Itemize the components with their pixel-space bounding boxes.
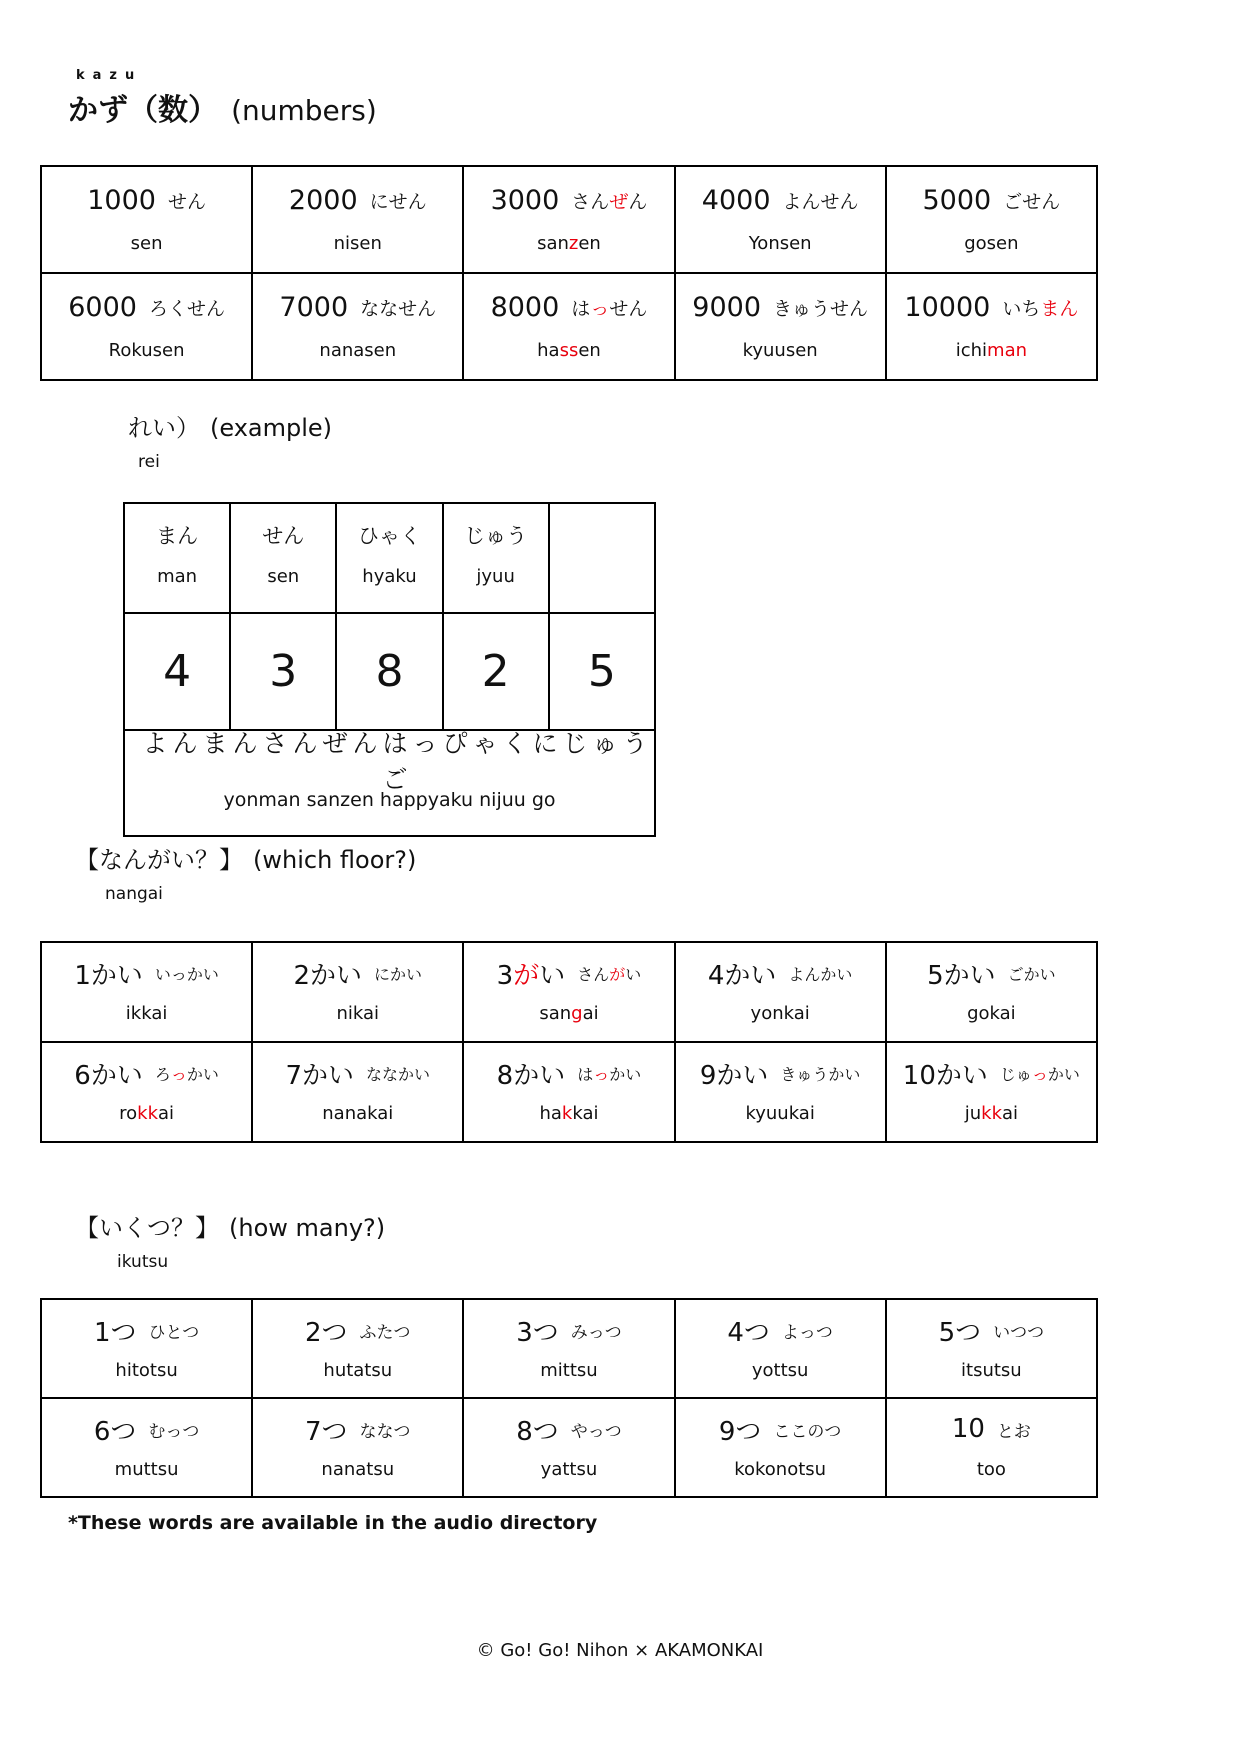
place-value-romaji: man <box>157 566 198 587</box>
floor-text: 7かい <box>285 1060 355 1091</box>
counter-text: 8つ <box>516 1416 559 1447</box>
kana-reading: よんかい <box>788 964 853 984</box>
reading-japanese: よんまんさんぜんはっぴゃくにじゅうご <box>142 729 653 794</box>
digit-cell: 2 <box>443 613 549 730</box>
romaji-reading: ro kk ai <box>119 1103 175 1124</box>
example-heading-japanese: れい） <box>128 414 200 442</box>
reading-line <box>253 1043 462 1103</box>
counter-text: 9つ <box>718 1416 762 1447</box>
floor-text: 2かい <box>293 960 363 991</box>
romaji-reading: Yonsen <box>748 233 812 254</box>
number-text: 5000 <box>922 184 992 216</box>
reading-line <box>253 274 462 340</box>
romaji-reading: san z en <box>537 233 601 254</box>
reading-line <box>676 1043 885 1103</box>
reading-line <box>676 943 885 1003</box>
romaji-reading: nanasen <box>319 340 397 361</box>
kana-reading: ごせん <box>1003 190 1061 213</box>
title-english: (numbers) <box>231 94 377 127</box>
number-text: 6000 <box>68 291 137 323</box>
floors-table <box>40 941 1098 1143</box>
place-value-kana: まん <box>156 524 199 548</box>
counter-text: 6つ <box>93 1416 137 1447</box>
reading-line <box>253 1300 462 1360</box>
counter-cell <box>463 1398 674 1497</box>
kana-reading: せん <box>167 190 206 213</box>
reading-line <box>42 1399 251 1459</box>
number-cell <box>41 273 252 380</box>
how-many-heading-romaji: ikutsu <box>117 1252 169 1272</box>
romaji-reading: ju kk ai <box>964 1103 1019 1124</box>
kana-reading: ろっかい <box>154 1064 219 1084</box>
number-text: 9000 <box>692 291 761 323</box>
kana-reading: ここのつ <box>773 1421 842 1442</box>
reading-line <box>253 167 462 233</box>
place-value-kana <box>550 504 654 566</box>
floor-text: 8かい <box>496 1060 566 1091</box>
floor-text: 9かい <box>699 1060 769 1091</box>
reading-line <box>42 167 251 233</box>
reading-line <box>887 1043 1096 1103</box>
romaji-reading: ikkai <box>125 1003 168 1024</box>
reading-line <box>253 1399 462 1459</box>
place-value-romaji: sen <box>267 566 300 587</box>
kana-reading: みっつ <box>570 1322 622 1343</box>
floor-text: 3がい <box>496 960 566 991</box>
floor-text: 5かい <box>927 960 996 991</box>
audio-footnote: *These words are available in the audio directory <box>68 1512 598 1534</box>
counter-cell <box>675 1398 886 1497</box>
number-cell <box>886 273 1097 380</box>
romaji-reading: nikai <box>336 1003 380 1024</box>
table-row <box>41 942 1097 1042</box>
place-value-cell <box>230 503 336 613</box>
place-value-kana: せん <box>262 524 305 548</box>
romaji-reading: itsutsu <box>961 1360 1022 1381</box>
how-many-heading-english: (how many?) <box>229 1214 386 1242</box>
romaji-reading: nisen <box>333 233 382 254</box>
example-heading-english: (example) <box>210 414 333 442</box>
reading-line <box>676 1399 885 1459</box>
number-cell <box>252 273 463 380</box>
table-row <box>41 1299 1097 1398</box>
romaji-reading: Rokusen <box>108 340 185 361</box>
kana-reading: とお <box>996 1421 1031 1442</box>
title-japanese: かず（数） <box>68 93 218 128</box>
number-cell <box>675 273 886 380</box>
floor-text: 6かい <box>74 1060 143 1091</box>
reading-line <box>676 167 885 233</box>
reading-line <box>464 943 673 1003</box>
digit-cell: 3 <box>230 613 336 730</box>
digit-cell: 8 <box>336 613 442 730</box>
place-value-romaji: hyaku <box>362 566 417 587</box>
counter-cell <box>41 1299 252 1398</box>
counter-text: 10 <box>951 1414 985 1444</box>
floor-cell <box>252 1042 463 1142</box>
floor-cell <box>886 942 1097 1042</box>
romaji-reading: nanatsu <box>321 1459 395 1480</box>
reading-line <box>887 274 1096 340</box>
table-row <box>41 1398 1097 1497</box>
place-value-header-row <box>124 503 655 613</box>
romaji-reading: gokai <box>967 1003 1016 1024</box>
reading-line <box>464 167 673 233</box>
copyright-footer: © Go! Go! Nihon × AKAMONKAI <box>476 1640 764 1661</box>
kana-reading: さんぜん <box>571 190 648 213</box>
table-row <box>41 1042 1097 1142</box>
how-many-heading-japanese: 【いくつ？】 <box>75 1214 219 1242</box>
reading-line <box>253 943 462 1003</box>
romaji-reading: ha k kai <box>539 1103 599 1124</box>
counter-cell <box>675 1299 886 1398</box>
number-cell <box>886 166 1097 273</box>
kana-reading: ひとつ <box>148 1322 200 1343</box>
reading-line <box>887 1300 1096 1360</box>
reading-line <box>42 943 251 1003</box>
digits-row <box>124 613 655 730</box>
place-value-cell <box>124 503 230 613</box>
kana-reading: にかい <box>374 964 423 984</box>
kana-reading: よっつ <box>781 1322 833 1343</box>
kana-reading: ふたつ <box>359 1322 411 1343</box>
place-value-romaji <box>550 566 654 610</box>
counter-text: 7つ <box>305 1416 348 1447</box>
number-cell <box>41 166 252 273</box>
romaji-reading: kyuusen <box>742 340 818 361</box>
counter-cell <box>463 1299 674 1398</box>
kana-reading: ろくせん <box>148 297 225 320</box>
romaji-reading: ichi man <box>955 340 1028 361</box>
kana-reading: いつつ <box>993 1322 1045 1343</box>
counter-text: 4つ <box>727 1317 770 1348</box>
number-cell <box>675 166 886 273</box>
counter-text: 2つ <box>305 1317 348 1348</box>
how-many-table <box>40 1298 1098 1498</box>
which-floor-heading-japanese: 【なんがい？】 <box>75 846 243 874</box>
table-row <box>41 166 1097 273</box>
romaji-reading: kyuukai <box>745 1103 815 1124</box>
thousands-table-body <box>41 166 1097 380</box>
kana-reading: ななつ <box>359 1421 411 1442</box>
reading-cell <box>124 730 655 836</box>
romaji-reading: hutatsu <box>323 1360 393 1381</box>
kana-reading: よんせん <box>782 190 859 213</box>
romaji-reading: ha ss en <box>537 340 601 361</box>
number-text: 10000 <box>904 291 991 323</box>
counter-cell <box>886 1299 1097 1398</box>
reading-romaji: yonman sanzen happyaku nijuu go <box>223 789 556 811</box>
kana-reading: はっせん <box>571 297 648 320</box>
floor-cell <box>252 942 463 1042</box>
place-value-romaji: jyuu <box>476 566 515 587</box>
romaji-reading: mittsu <box>540 1360 598 1381</box>
number-cell <box>463 273 674 380</box>
counter-cell <box>886 1398 1097 1497</box>
reading-line <box>887 1399 1096 1459</box>
number-cell <box>252 166 463 273</box>
floor-text: 1かい <box>74 960 143 991</box>
romaji-reading: gosen <box>964 233 1019 254</box>
kana-reading: はっかい <box>577 1064 642 1084</box>
kana-reading: きゅうかい <box>780 1064 861 1084</box>
place-value-cell <box>443 503 549 613</box>
reading-line <box>887 943 1096 1003</box>
romaji-reading: san g ai <box>539 1003 599 1024</box>
thousands-table <box>40 165 1098 381</box>
which-floor-heading <box>75 840 416 904</box>
reading-line <box>887 167 1096 233</box>
counter-text: 5つ <box>938 1317 982 1348</box>
romaji-reading: too <box>976 1459 1006 1480</box>
number-text: 2000 <box>288 184 358 216</box>
reading-line <box>464 274 673 340</box>
number-text: 3000 <box>490 184 560 216</box>
counter-text: 3つ <box>516 1317 559 1348</box>
kana-reading: さんがい <box>577 964 642 984</box>
place-value-kana: ひゃく <box>357 524 421 548</box>
romaji-reading: nanakai <box>322 1103 394 1124</box>
kana-reading: ななせん <box>360 297 437 320</box>
kana-reading: きゅうせん <box>773 297 869 320</box>
digit-cell: 4 <box>124 613 230 730</box>
reading-row <box>124 730 655 836</box>
reading-line <box>42 274 251 340</box>
place-value-kana: じゅう <box>464 524 528 548</box>
floor-text: 10かい <box>902 1060 988 1091</box>
reading-line <box>464 1043 673 1103</box>
floor-cell <box>886 1042 1097 1142</box>
reading-line <box>42 1300 251 1360</box>
title-furigana: kazu <box>76 68 143 83</box>
which-floor-heading-romaji: nangai <box>105 884 163 904</box>
floor-cell <box>41 942 252 1042</box>
reading-line <box>676 1300 885 1360</box>
floor-cell <box>463 942 674 1042</box>
kana-reading: むっつ <box>148 1421 200 1442</box>
number-text: 7000 <box>279 291 349 323</box>
kana-reading: いちまん <box>1002 297 1079 320</box>
digit-cell: 5 <box>549 613 655 730</box>
place-value-cell <box>549 503 655 613</box>
floor-cell <box>675 1042 886 1142</box>
number-text: 1000 <box>87 184 156 216</box>
place-value-cell <box>336 503 442 613</box>
floor-text: 4かい <box>707 960 777 991</box>
floor-cell <box>41 1042 252 1142</box>
romaji-reading: yattsu <box>540 1459 598 1480</box>
how-many-heading <box>75 1208 385 1272</box>
romaji-reading: muttsu <box>114 1459 179 1480</box>
floors-table-body <box>41 942 1097 1142</box>
reading-line <box>464 1399 673 1459</box>
number-text: 4000 <box>701 184 771 216</box>
page-title <box>68 68 377 129</box>
romaji-reading: hitotsu <box>115 1360 178 1381</box>
number-cell <box>463 166 674 273</box>
reading-line <box>42 1043 251 1103</box>
counter-cell <box>252 1398 463 1497</box>
counter-cell <box>41 1398 252 1497</box>
romaji-reading: yonkai <box>750 1003 810 1024</box>
kana-reading: やっつ <box>570 1421 622 1442</box>
example-heading <box>128 408 332 472</box>
kana-reading: いっかい <box>154 964 219 984</box>
how-many-table-body <box>41 1299 1097 1497</box>
romaji-reading: yottsu <box>751 1360 809 1381</box>
kana-reading: じゅっかい <box>999 1064 1080 1084</box>
example-heading-romaji: rei <box>138 452 160 472</box>
romaji-reading: kokonotsu <box>734 1459 827 1480</box>
kana-reading: ごかい <box>1007 964 1056 984</box>
romaji-reading: sen <box>130 233 163 254</box>
title-line <box>68 85 377 129</box>
example-table-body <box>124 503 655 836</box>
floor-cell <box>675 942 886 1042</box>
counter-text: 1つ <box>93 1317 137 1348</box>
number-text: 8000 <box>490 291 560 323</box>
counter-cell <box>252 1299 463 1398</box>
example-table <box>123 502 656 837</box>
which-floor-heading-english: (which floor?) <box>253 846 417 874</box>
kana-reading: ななかい <box>366 1064 431 1084</box>
reading-line <box>676 274 885 340</box>
reading-line <box>464 1300 673 1360</box>
floor-cell <box>463 1042 674 1142</box>
kana-reading: にせん <box>369 190 427 213</box>
table-row <box>41 273 1097 380</box>
